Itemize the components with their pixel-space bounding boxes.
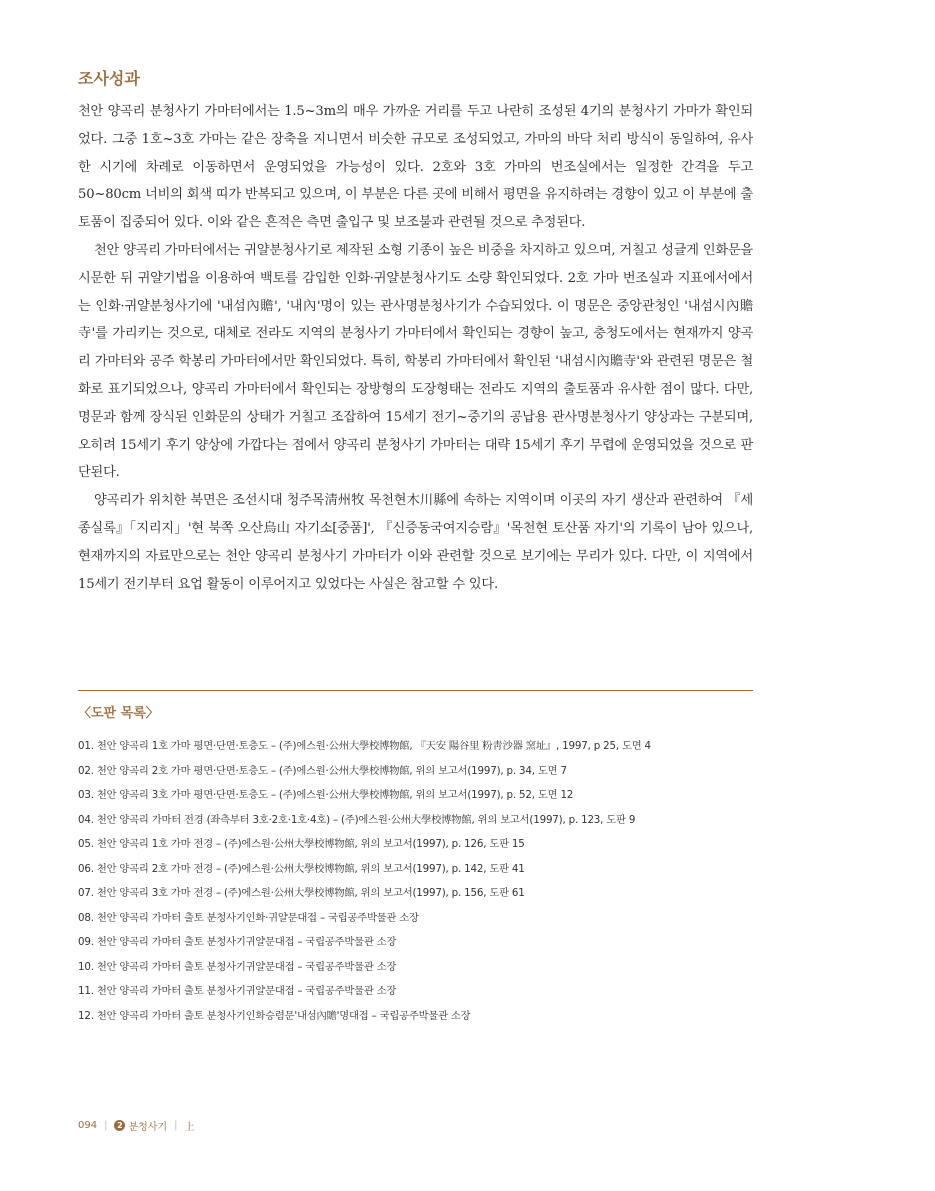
section-divider <box>78 690 753 691</box>
plate-list-item: 06. 천안 양곡리 2호 가마 전경 – (주)에스원·公州大學校博物館, 위의 보고서(1997), p. 142, 도판 41 <box>78 862 525 875</box>
plate-list-item: 02. 천안 양곡리 2호 가마 평면·단면·토층도 – (주)에스원·公州大學校博物館, 위의 보고서(1997), p. 34, 도면 7 <box>78 764 567 777</box>
paragraph: 천안 양곡리 가마터에서는 귀얄분청사기로 제작된 소형 기종이 높은 비중을 차지하고 있으며, 거칠고 성글게 인화문을 시문한 뒤 귀얄기법을 이용하여 백토를 감입한 인화·귀얄분청사기도 소량 확인되었다. 2호 가마 번조실과 지표에서에서는 인화·귀얄분청사기에 '내섬內贍', '내內'명이 있는 관사명분청사기가 수습되었다. 이 명문은 중앙관청인 '내섬시內贍寺'를 가리키는 것으로, 대체로 전라도 지역의 분청사기 가마터에서 확인되는 경향이 높고, 충청도에서는 현재까지 양곡리 가마터와 공주 학봉리 가마터에서만 확인되었다. 특히, 학봉리 가마터에서 확인된 '내섬시內贍寺'와 관련된 명문은 철화로 표기되었으나, 양곡리 가마터에서 확인되는 장방형의 도장형태는 전라도 지역의 출토품과 유사한 점이 많다. 다만, 명문과 함께 장식된 인화문의 상태가 거칠고 조잡하여 15세기 전기~중기의 공납용 관사명분청사기 양상과는 구분되며, 오히려 15세기 후기 양상에 가깝다는 점에서 양곡리 분청사기 가마터는 대략 15세기 후기 무렵에 운영되었을 것으로 판단된다. <box>78 242 753 481</box>
plate-list <box>78 734 778 1028</box>
plate-list-item: 11. 천안 양곡리 가마터 출토 분청사기귀얄문대접 – 국립공주박물관 소장 <box>78 985 397 997</box>
plate-list-item: 03. 천안 양곡리 3호 가마 평면·단면·토층도 – (주)에스원·公州大學校博物館, 위의 보고서(1997), p. 52, 도면 12 <box>78 789 574 801</box>
plate-list-item: 04. 천안 양곡리 가마터 전경 (좌측부터 3호·2호·1호·4호) – (주)에스원·公州大學校博物館, 위의 보고서(1997), p. 123, 도판 9 <box>78 813 636 826</box>
paragraph: 천안 양곡리 분청사기 가마터에서는 1.5~3m의 매우 가까운 거리를 두고 나란히 조성된 4기의 분청사기 가마가 확인되었다. 그중 1호~3호 가마는 같은 장축을 지니면서 비슷한 규모로 조성되었고, 가마의 바닥 처리 방식이 동일하여, 유사한 시기에 차례로 이동하면서 운영되었을 가능성이 있다. 2호와 3호 가마의 번조실에서는 일정한 간격을 두고 50~80cm 너비의 회색 띠가 반복되고 있으며, 이 부분은 다른 곳에 비해서 평면을 유지하려는 경향이 있고 이 부분에 출토품이 집중되어 있다. 이와 같은 흔적은 측면 출입구 및 보조불과 관련될 것으로 추정된다. <box>78 104 753 231</box>
paragraph: 양곡리가 위치한 북면은 조선시대 청주목淸州牧 목천현木川縣에 속하는 지역이며 이곳의 자기 생산과 관련하여 『세종실록』「지리지」'현 북쪽 오산烏山 자기소[중품]', 『신증동국여지승람』'목천현 토산품 자기'의 기록이 남아 있으나, 현재까지의 자료만으로는 천안 양곡리 분청사기 가마터가 이와 관련할 것으로 보기에는 무리가 있다. 다만, 이 지역에서 15세기 전기부터 요업 활동이 이루어지고 있었다는 사실은 참고할 수 있다. <box>78 493 753 592</box>
footer-separator: | <box>104 1120 108 1131</box>
page-footer <box>78 1118 194 1133</box>
plate-list-item: 05. 천안 양곡리 1호 가마 전경 – (주)에스원·公州大學校博物館, 위의 보고서(1997), p. 126, 도판 15 <box>78 838 525 850</box>
plate-list-item: 09. 천안 양곡리 가마터 출토 분청사기귀얄문대접 – 국립공주박물관 소장 <box>78 936 397 948</box>
plate-list-item: 12. 천안 양곡리 가마터 출토 분청사기인화승렴문'내섬內贍'명대접 – 국립공주박물관 소장 <box>78 1009 471 1022</box>
footer-separator: | <box>174 1120 178 1131</box>
plate-list-title: 〈도판 목록〉 <box>78 706 159 721</box>
body-text <box>78 98 753 598</box>
volume-label: 上 <box>184 1122 195 1133</box>
plate-list-item: 07. 천안 양곡리 3호 가마 전경 – (주)에스원·公州大學校博物館, 위의 보고서(1997), p. 156, 도판 61 <box>78 887 525 899</box>
plate-list-item: 10. 천안 양곡리 가마터 출토 분청사기귀얄문대접 – 국립공주박물관 소장 <box>78 960 397 973</box>
plate-list-item: 08. 천안 양곡리 가마터 출토 분청사기인화·귀얄문대접 – 국립공주박물관 소장 <box>78 911 419 924</box>
section-title: 조사성과 <box>78 69 140 88</box>
chapter-number-badge: 2 <box>114 1120 125 1131</box>
plate-list-item: 01. 천안 양곡리 1호 가마 평면·단면·토층도 – (주)에스원·公州大學校博物館, 『天安 陽谷里 粉靑沙器 窯址』, 1997, p 25, 도면 4 <box>78 740 651 752</box>
chapter-title: 분청사기 <box>128 1122 168 1133</box>
page-number: 094 <box>78 1120 98 1131</box>
